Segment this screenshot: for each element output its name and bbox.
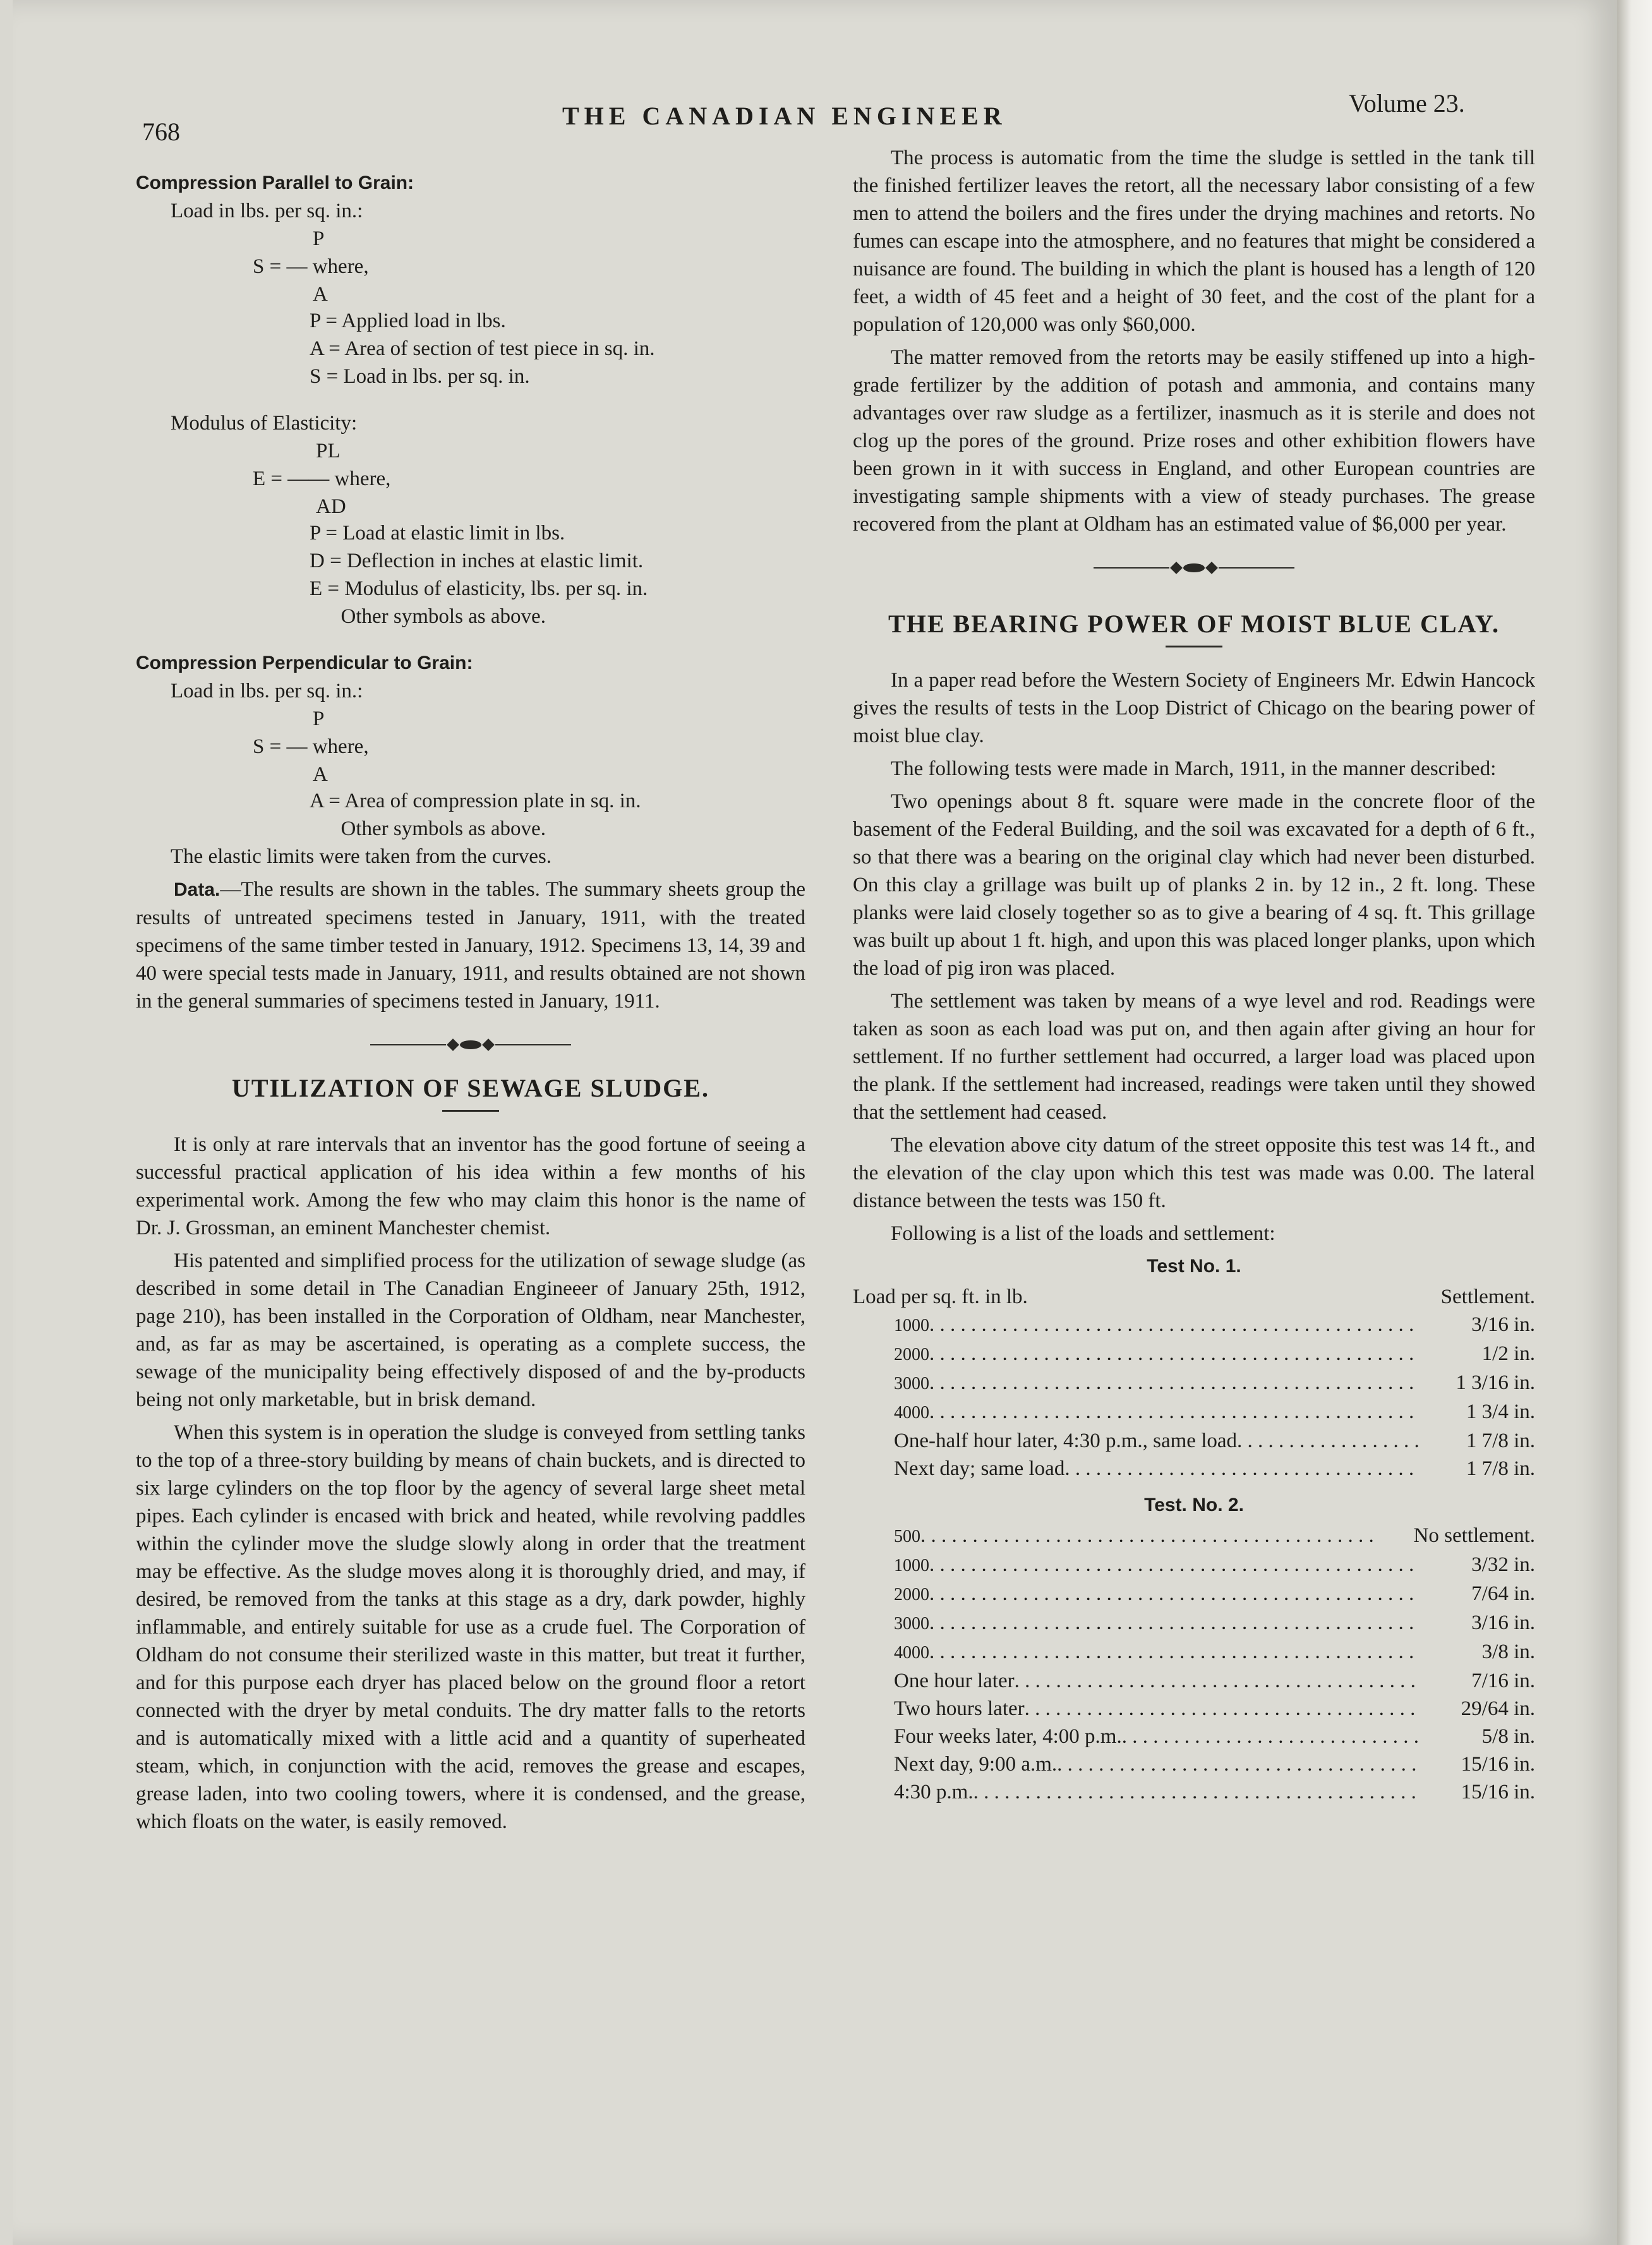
definition: Other symbols as above.	[310, 605, 546, 628]
sludge-paragraph: His patented and simplified process for the utilization of sewage sludge (as described in some detail in The Canadian Engineeer of January 25th, 1912, page 210), has been installed in the Corporation of Oldham, near Manchester, and, as far as may be ascertained, is operating as a complete success, the sewage of the municipality being effectively disposed of and the by-products being not only marketable, but in brisk demand.	[136, 1249, 805, 1411]
symbol-definitions	[310, 307, 805, 390]
table-row	[853, 1522, 1535, 1551]
table-row	[853, 1369, 1535, 1398]
settlement-value: No settlement.	[1413, 1524, 1535, 1547]
table-row	[853, 1778, 1535, 1806]
stress-formula	[253, 225, 805, 307]
page-edge	[1617, 0, 1652, 2245]
settlement-value: 3/16 in.	[1471, 1611, 1535, 1634]
table-row	[853, 1609, 1535, 1638]
stress-formula	[253, 705, 805, 787]
modulus-formula	[253, 437, 805, 519]
load-value: Four weeks later, 4:00 p.m.	[894, 1725, 1122, 1748]
data-label: Data.	[174, 879, 220, 900]
load-value: 4000	[894, 1643, 929, 1663]
definition: E = Modulus of elasticity, lbs. per sq. in.	[310, 577, 648, 600]
formula-main: S = — where,	[253, 255, 369, 278]
page-number: 768	[142, 117, 180, 146]
load-value: 3000	[894, 1614, 929, 1634]
table-row	[853, 1667, 1535, 1695]
load-value: 1000	[894, 1316, 929, 1335]
sludge-article-title: UTILIZATION OF SEWAGE SLUDGE.	[232, 1074, 709, 1102]
right-column	[853, 144, 1535, 1806]
load-value: Next day, 9:00 a.m.	[894, 1753, 1058, 1776]
formula-denominator: AD	[316, 495, 346, 518]
settlement-value: 15/16 in.	[1461, 1753, 1535, 1776]
settlement-value: 3/8 in.	[1481, 1640, 1535, 1663]
table-row	[853, 1340, 1535, 1369]
settlement-value: 1 3/16 in.	[1456, 1371, 1535, 1394]
settlement-value: 7/16 in.	[1471, 1670, 1535, 1692]
test2-table	[853, 1522, 1535, 1806]
settlement-value: 1 7/8 in.	[1466, 1429, 1535, 1452]
definition: A = Area of compression plate in sq. in.	[310, 790, 641, 812]
definition: P = Applied load in lbs.	[310, 310, 506, 332]
test1-title: Test No. 1.	[1147, 1256, 1241, 1277]
load-value: 2000	[894, 1345, 929, 1364]
settlement-column-header: Settlement.	[1440, 1285, 1535, 1308]
settlement-value: 3/32 in.	[1471, 1553, 1535, 1576]
settlement-value: 5/8 in.	[1481, 1725, 1535, 1748]
sludge-paragraph: When this system is in operation the sludge is conveyed from settling tanks to the top of a three-story building by means of chain buckets, and is directed to six large cylinders on the top floor by the agency of several large sheet metal pipes. Each cylinder is encased with brick and heated, while revolving paddles within the cylinder move the sludge slowly along in order that the treatment may be effective. As the sludge moves along it is thoroughly dried, and may, if desired, be removed from the tanks at this stage as a dry, dark powder, highly inflammable, and entirely suitable for use as a crude fuel. The Corporation of Oldham do not consume their sterilized waste in this matter, but treat it further, and for this purpose each dryer has placed below on the ground floor a retort connected with the dryer by metal conduits. The dry matter falls to the retorts and is automatically mixed with a little acid and a quantity of superheated steam, which, in conjunction with the acid, removes the grease and escapes, grease laden, into two cooling towers, where it is condensed, and the grease, which floats on the water, is easily removed.	[136, 1421, 805, 1833]
load-value: 4000	[894, 1403, 929, 1423]
settlement-value: 29/64 in.	[1461, 1697, 1535, 1720]
data-paragraph	[136, 876, 805, 1015]
clay-paragraph: The elevation above city datum of the street opposite this test was 14 ft., and the elevation of the clay upon which this test was made was 0.00. The lateral distance between the tests was 150 ft.	[853, 1134, 1535, 1212]
title-rule	[1166, 646, 1222, 647]
table-row	[853, 1695, 1535, 1723]
clay-paragraph: Following is a list of the loads and settlement:	[891, 1222, 1275, 1245]
test2-title: Test. No. 2.	[1144, 1495, 1244, 1515]
symbol-definitions	[310, 519, 805, 630]
publication-title: THE CANADIAN ENGINEER	[562, 102, 1007, 130]
clay-paragraph: Two openings about 8 ft. square were made in the concrete floor of the basement of the Federal Building, and the soil was excavated for a depth of 6 ft., so that there was a bearing on the original clay which had never been disturbed. On this clay a grillage was built up of planks 2 in. by 12 in., 2 ft. long. These planks were laid closely together so as to give a bearing of 4 sq. ft. This grillage was built up about 1 ft. high, and upon this was placed longer planks, upon which the load of pig iron was placed.	[853, 790, 1535, 980]
section-divider-ornament	[853, 563, 1535, 572]
table-row	[853, 1723, 1535, 1750]
table-row	[853, 1638, 1535, 1667]
load-value: 1000	[894, 1556, 929, 1575]
clay-paragraph: The settlement was taken by means of a wye level and rod. Readings were taken as soon as each load was put on, and then again after giving an hour for settlement. If no further settlement had occurred, a larger load was placed upon the plank. If the settlement had increased, readings were taken until they showed that the settlement had ceased.	[853, 990, 1535, 1124]
formula-main: S = — where,	[253, 735, 369, 758]
table-row	[853, 1551, 1535, 1580]
sludge-paragraph: The matter removed from the retorts may be easily stiffened up into a high-grade fertilizer by the addition of potash and ammonia, and contains many advantages over raw sludge as a fertilizer, inasmuch as it is sterile and does not clog up the pores of the ground. Prize roses and other exhibition flowers have been grown in it with success in England, and other European countries are investigating sample shipments with a view of steady purchases. The grease recovered from the plant at Oldham has an estimated value of $6,000 per year.	[853, 346, 1535, 536]
volume-label: Volume 23.	[1349, 89, 1465, 117]
load-label: Load in lbs. per sq. in.:	[171, 200, 363, 222]
table-row	[853, 1427, 1535, 1455]
load-value: 2000	[894, 1585, 929, 1604]
clay-paragraph: In a paper read before the Western Society of Engineers Mr. Edwin Hancock gives the results of tests in the Loop District of Chicago on the bearing power of moist blue clay.	[853, 669, 1535, 747]
load-column-header: Load per sq. ft. in lb.	[853, 1285, 1028, 1308]
load-value: One-half hour later, 4:30 p.m., same load	[894, 1429, 1238, 1452]
formula-denominator: A	[313, 283, 328, 306]
clay-article-title: THE BEARING POWER OF MOIST BLUE CLAY.	[888, 610, 1500, 638]
settlement-value: 3/16 in.	[1471, 1313, 1535, 1336]
load-value: Two hours later	[894, 1697, 1025, 1720]
settlement-value: 1 3/4 in.	[1466, 1400, 1535, 1423]
load-value: 4:30 p.m.	[894, 1781, 974, 1803]
settlement-value: 1/2 in.	[1481, 1342, 1535, 1365]
load-value: Next day; same load	[894, 1457, 1065, 1480]
table-row	[853, 1398, 1535, 1427]
load-label: Load in lbs. per sq. in.:	[171, 680, 363, 702]
table-row	[853, 1750, 1535, 1778]
left-column	[136, 169, 805, 1841]
formula-numerator: P	[313, 707, 325, 730]
settlement-value: 1 7/8 in.	[1466, 1457, 1535, 1480]
definition: P = Load at elastic limit in lbs.	[310, 522, 565, 545]
test1-header	[853, 1283, 1535, 1311]
formula-main: E = —— where,	[253, 467, 391, 490]
load-value: 3000	[894, 1374, 929, 1393]
definition: Other symbols as above.	[310, 817, 546, 840]
elastic-limits-note: The elastic limits were taken from the curves.	[171, 845, 552, 868]
formula-numerator: PL	[316, 440, 341, 462]
table-row	[853, 1580, 1535, 1609]
compression-perpendicular-heading: Compression Perpendicular to Grain:	[136, 653, 473, 673]
test1-table	[853, 1311, 1535, 1483]
definition: A = Area of section of test piece in sq. in.	[310, 337, 655, 360]
data-text: —The results are shown in the tables. The summary sheets group the results of untreated specimens tested in January, 1911, with the treated specimens of the same timber tested in January, 1912. Specimens 13, 14, 39 and 40 were special tests made in January, 1911, and results obtained are not shown in the general summaries of specimens tested in January, 1911.	[136, 878, 805, 1013]
title-rule	[442, 1110, 499, 1112]
table-row	[853, 1311, 1535, 1340]
symbol-definitions	[310, 787, 805, 843]
journal-page	[13, 0, 1617, 2245]
section-divider-ornament	[136, 1040, 805, 1049]
settlement-value: 15/16 in.	[1461, 1781, 1535, 1803]
sludge-paragraph: The process is automatic from the time the sludge is settled in the tank till the finished fertilizer leaves the retort, all the necessary labor consisting of a few men to attend the boilers and the fires under the drying machines and retorts. No fumes can escape into the atmosphere, and no features that might be considered a nuisance are found. The building in which the plant is housed has a length of 120 feet, a width of 45 feet and a height of 30 feet, and the cost of the plant for a population of 120,000 was only $60,000.	[853, 147, 1535, 336]
formula-denominator: A	[313, 763, 328, 786]
table-row	[853, 1455, 1535, 1483]
definition: D = Deflection in inches at elastic limit.	[310, 550, 644, 572]
settlement-value: 7/64 in.	[1471, 1582, 1535, 1605]
definition: S = Load in lbs. per sq. in.	[310, 365, 530, 388]
compression-parallel-heading: Compression Parallel to Grain:	[136, 172, 414, 193]
load-value: One hour later	[894, 1670, 1015, 1692]
modulus-label: Modulus of Elasticity:	[171, 412, 358, 435]
load-value: 500	[894, 1527, 920, 1546]
formula-numerator: P	[313, 227, 325, 250]
sludge-paragraph: It is only at rare intervals that an inventor has the good fortune of seeing a successful practical application of his idea within a few months of his experimental work. Among the few who may claim this honor is the name of Dr. J. Grossman, an eminent Manchester chemist.	[136, 1133, 805, 1239]
clay-paragraph: The following tests were made in March, 1911, in the manner described:	[891, 757, 1497, 780]
